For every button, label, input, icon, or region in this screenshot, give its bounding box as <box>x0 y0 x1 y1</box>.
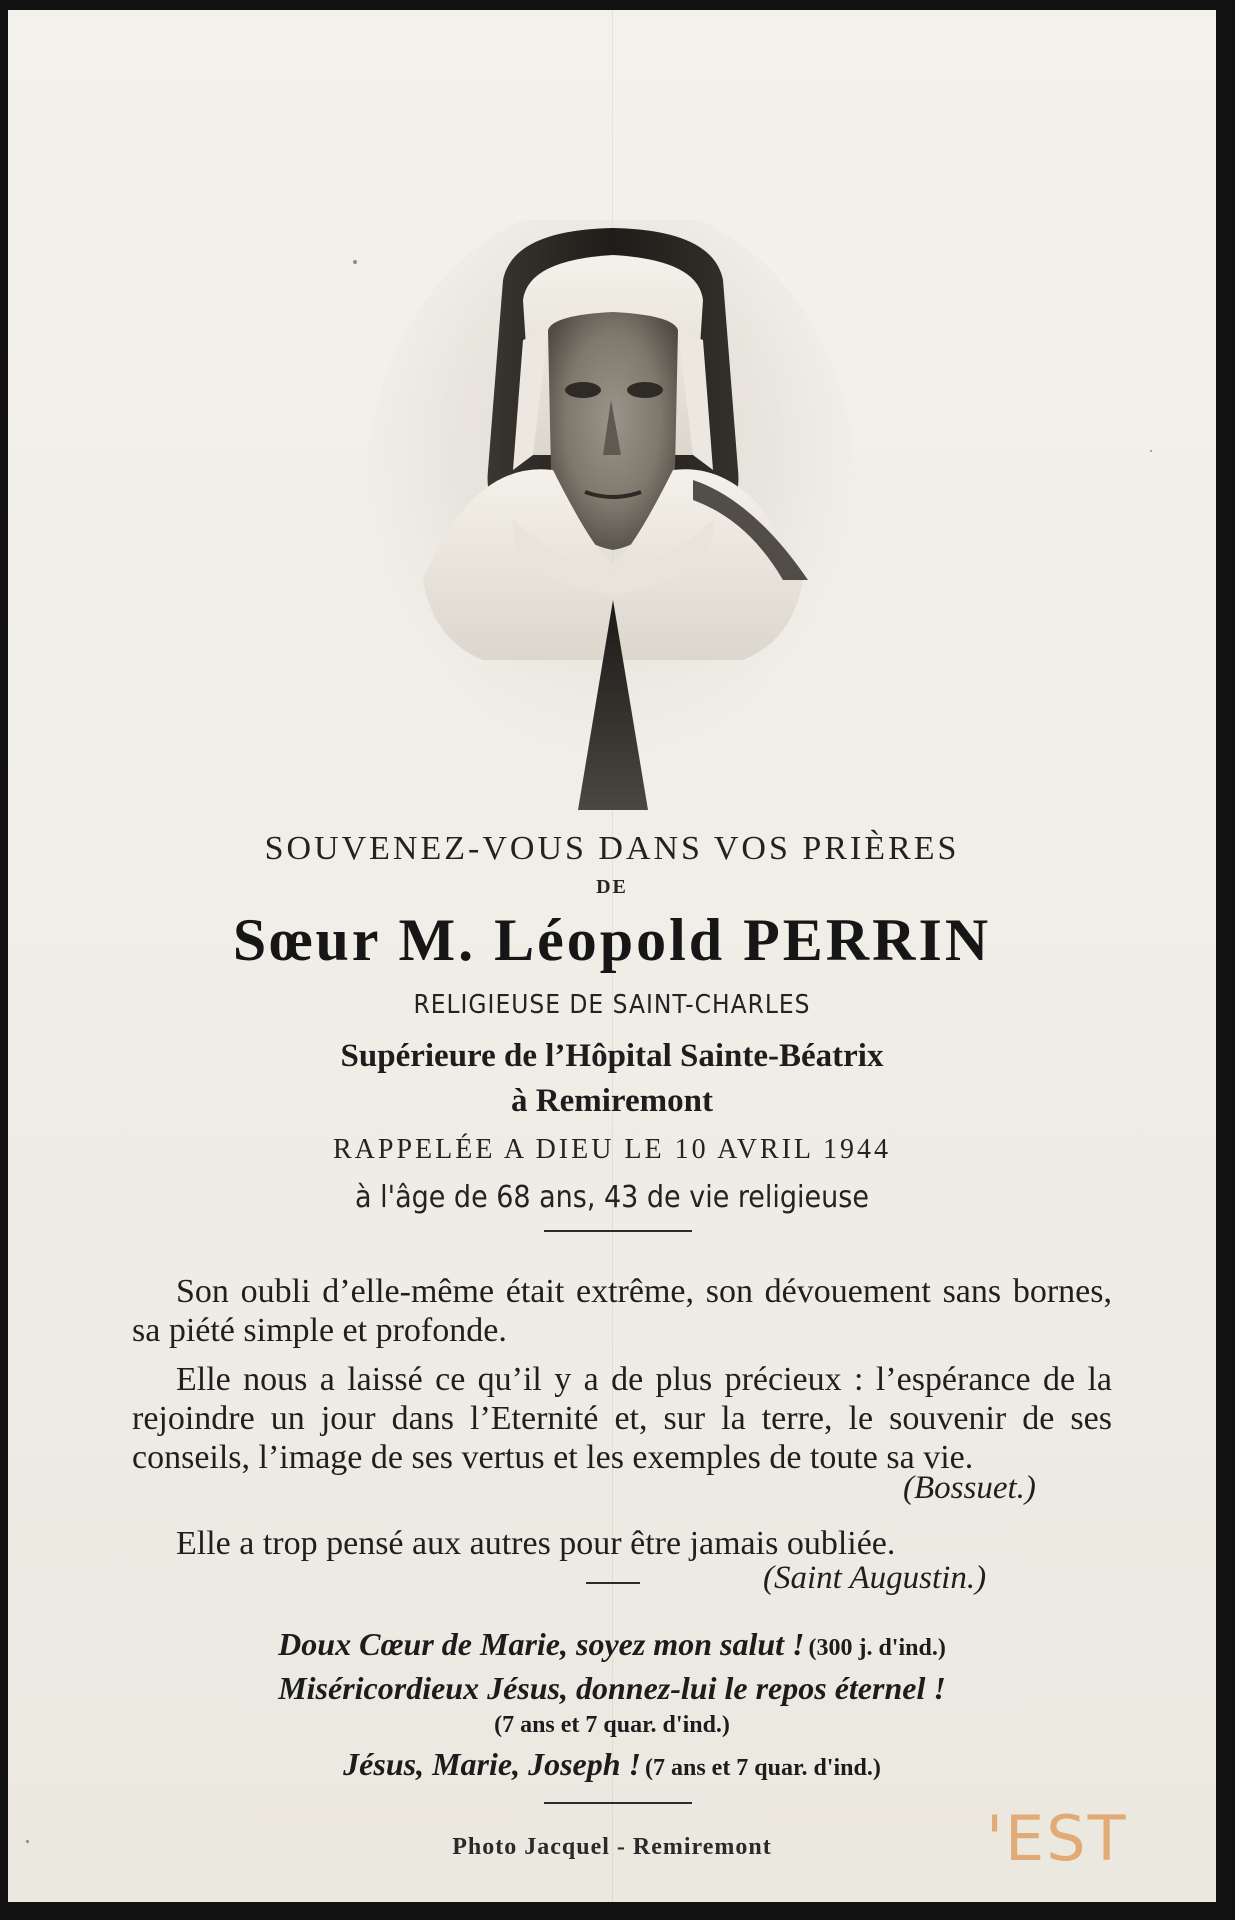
watermark: 'EST <box>986 1802 1128 1875</box>
divider <box>544 1802 692 1804</box>
tribute-paragraph-3 <box>132 1524 1112 1563</box>
prayer-line <box>8 1626 1216 1663</box>
portrait-photo <box>363 220 858 815</box>
deceased-name: Sœur M. Léopold PERRIN <box>232 907 992 973</box>
prayer-line <box>8 1746 1216 1783</box>
remember-heading: SOUVENEZ-VOUS DANS VOS PRIÈRES <box>264 830 960 867</box>
age-line: à l'âge de 68 ans, 43 de vie religieuse <box>355 1180 869 1215</box>
photo-credit: Photo Jacquel - Remiremont <box>452 1834 772 1860</box>
indulgence-note: (7 ans et 7 quar. d'ind.) <box>494 1712 730 1738</box>
paper-speck <box>1150 450 1152 452</box>
attribution-augustin: (Saint Augustin.) <box>763 1560 987 1596</box>
paper-speck <box>353 260 357 264</box>
prayer-text: Doux Cœur de Marie, soyez mon salut ! <box>278 1626 805 1662</box>
tribute-text: Elle a trop pensé aux autres pour être jamais oubliée. <box>176 1525 896 1562</box>
religious-order: RELIGIEUSE DE SAINT-CHARLES <box>413 990 811 1020</box>
divider <box>544 1230 692 1232</box>
attribution-bossuet: (Bossuet.) <box>903 1470 1036 1506</box>
tribute-paragraph-1 <box>132 1272 1112 1350</box>
position-title: Supérieure de l’Hôpital Sainte-Béatrix <box>340 1038 884 1074</box>
memorial-card <box>8 10 1216 1902</box>
tribute-paragraph-2 <box>132 1360 1112 1477</box>
prayer-text: Miséricordieux Jésus, donnez-lui le repos éternel ! <box>278 1670 946 1706</box>
divider <box>586 1582 640 1584</box>
tribute-text: Son oubli d’elle-même était extrême, son dévouement sans bornes, sa piété simple et profonde. <box>132 1273 1112 1349</box>
location: à Remiremont <box>511 1083 713 1119</box>
death-date: RAPPELÉE A DIEU LE 10 AVRIL 1944 <box>332 1134 891 1165</box>
prayer-line <box>8 1670 1216 1707</box>
de-label: DE <box>596 876 628 898</box>
indulgence-note: (7 ans et 7 quar. d'ind.) <box>644 1755 881 1781</box>
indulgence-note: (300 j. d'ind.) <box>808 1635 946 1661</box>
prayer-text: Jésus, Marie, Joseph ! <box>343 1746 641 1782</box>
prayer-line <box>8 1712 1216 1739</box>
tribute-text: Elle nous a laissé ce qu’il y a de plus précieux : l’espérance de la rejoindre un jour dans l’Eternité et, sur la terre, le souvenir de ses conseils, l’image de ses vertus et les exemples de toute sa vie. <box>132 1361 1112 1476</box>
